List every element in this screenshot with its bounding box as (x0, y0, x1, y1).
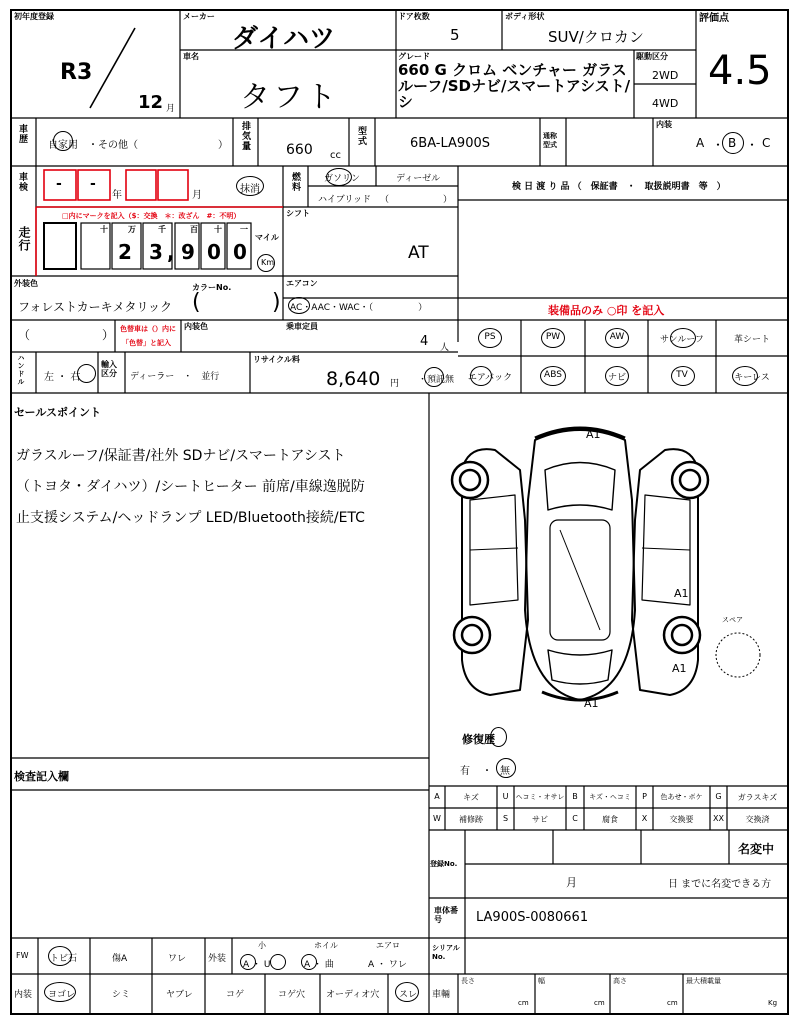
body-type-value: SUV/クロカン (548, 28, 644, 46)
interior-damage-label: 内装 (14, 990, 33, 1000)
mileage-unit-5: 十 (214, 225, 222, 234)
model-label: 型式 (356, 126, 366, 146)
history-label: 車歴 (17, 124, 27, 144)
interior-scuff-circle (395, 982, 419, 1002)
vehicle-size-label: 車輛 (432, 990, 451, 1000)
fuel-gasoline: ガソリン (324, 174, 361, 184)
fuel-other-paren: （ ） (380, 195, 453, 205)
displacement-label: 排気量 (240, 121, 250, 151)
inspection-year-unit: 年 (112, 190, 122, 201)
equip-keyless: キーレス (734, 373, 770, 383)
grade-value: 660 G クロム ベンチャー ガラスルーフ/SDナビ/スマートアシスト/シ (398, 61, 631, 111)
mileage-note: □内にマークを記入（$：交換 ＊：改ざん #：不明） (62, 212, 241, 220)
repair-yes: 有 (460, 766, 470, 777)
code-a: A (434, 792, 440, 801)
code-c: C (572, 814, 578, 823)
code-u: U (502, 792, 509, 801)
equip-pw: PW (545, 332, 561, 342)
damage-mark-front: A1 (586, 428, 601, 441)
equip-sunroof: サンルーフ (660, 335, 704, 345)
crack: ワレ (168, 954, 187, 964)
interior-audio-hole: オーディオ穴 (326, 990, 380, 1000)
history-value: 自家用 ・その他（ ） (48, 140, 228, 151)
exterior-color-label: 外装色 (14, 279, 38, 288)
color-change-note-2: 「色替」と記入 (122, 339, 171, 347)
mileage-comma: , (167, 240, 175, 264)
code-w-desc: 補修跡 (459, 815, 483, 824)
equip-ps: PS (484, 332, 496, 342)
scratch-a: 傷A (112, 954, 128, 964)
recycle-deposit: ・預託無 (418, 375, 455, 385)
fuel-hybrid: ハイブリッド (318, 195, 372, 205)
inspection-dash-1: - (56, 176, 62, 192)
name-change-label: 名変中 (738, 842, 775, 856)
serial-label: シリアルNo. (432, 944, 460, 961)
score-label: 評価点 (699, 13, 729, 24)
color-number-close-paren: ) (272, 290, 281, 315)
model-value: 6BA-LA900S (410, 136, 490, 151)
code-b: B (572, 792, 578, 801)
recycle-yen: 円 (390, 379, 400, 389)
displacement-value: 660 (286, 142, 313, 158)
doors-label: ドア枚数 (398, 12, 430, 21)
mileage-mile: マイル (255, 233, 279, 242)
spare-label: スペア (722, 616, 743, 624)
code-xx: XX (713, 814, 724, 823)
mileage-label: 走行 (17, 226, 31, 252)
maker-value: ダイハツ (232, 24, 335, 54)
length-label: 長さ (461, 977, 475, 985)
aircon-value: AC・AAC・WAC・（ ） (290, 303, 428, 313)
body-type-label: ボディ形状 (505, 12, 545, 21)
aero-options: A ・ ワレ (368, 960, 407, 970)
mileage-unit-4: 百 (190, 225, 198, 234)
equipment-title: 装備品のみ ○印 を記入 (548, 304, 665, 317)
color-number-open-paren: ( (192, 290, 201, 315)
equip-aw: AW (609, 332, 625, 342)
color-change-paren: （ ） (18, 328, 115, 342)
small-options: A ・ U (243, 960, 271, 970)
equip-leather-seat: 革シート (733, 335, 770, 345)
code-x-desc: 交換要 (669, 815, 694, 824)
interior-burn-hole: コゲ穴 (278, 990, 306, 1000)
code-p-desc: 色あせ・ボケ (660, 793, 703, 801)
interior-scuff: スレ (399, 990, 418, 1000)
exterior-color-value: フォレストカーキメタリック (18, 300, 172, 314)
equip-abs: ABS (544, 370, 562, 380)
stone-chip: トビ石 (50, 954, 78, 964)
score-value: 4.5 (708, 48, 772, 94)
color-change-note-1: 色替車は（）内に (120, 325, 176, 333)
aircon-label: エアコン (286, 279, 318, 288)
doors-value: 5 (450, 26, 460, 44)
recycle-value: 8,640 (326, 368, 381, 390)
repair-no: 無 (500, 766, 510, 777)
aero-label: エアロ (376, 941, 400, 950)
shift-value: AT (408, 243, 429, 263)
mileage-unit-3: 千 (158, 225, 166, 234)
drive-2wd: 2WD (652, 69, 679, 82)
common-model-label: 通称型式 (543, 132, 557, 149)
code-x: X (641, 814, 648, 823)
damage-mark-rear: A1 (584, 697, 599, 710)
mileage-digit-4: 0 (207, 240, 221, 264)
inspection-label: 車検 (17, 172, 27, 192)
sales-point-title: セールスポイント (14, 406, 102, 419)
repair-sep: ・ (482, 766, 492, 777)
chassis-number: LA900S-0080661 (476, 910, 589, 925)
handle-value: 左 ・ 右 (44, 372, 81, 383)
interior-grade-c: C (762, 136, 771, 150)
code-s: S (502, 814, 509, 823)
code-xx-desc: 交換済 (745, 815, 770, 824)
length-unit: cm (518, 999, 529, 1007)
maker-label: メーカー (183, 12, 215, 21)
equip-airbag: エアバック (467, 373, 513, 383)
handle-label: ハンドル (17, 354, 25, 386)
wheel-options: A ・ 曲 (304, 960, 334, 970)
interior-color-label: 内装色 (184, 322, 208, 331)
interior-dirt: ヨゴレ (48, 990, 76, 1000)
import-value: ディーラー ・ 並行 (130, 372, 220, 382)
car-name-value: タフト (240, 80, 339, 115)
fw-label: FW (16, 951, 29, 960)
height-label: 高さ (613, 977, 627, 985)
displacement-unit: cc (330, 150, 341, 161)
height-unit: cm (667, 999, 678, 1007)
interior-label: 内装 (656, 120, 672, 129)
inspection-none: 抹消 (240, 184, 260, 195)
mileage-digit-5: 0 (233, 240, 247, 264)
shift-label: シフト (286, 209, 310, 218)
code-g: G (715, 792, 722, 801)
mileage-km: Km (261, 258, 275, 267)
damage-mark-right-rear: A1 (672, 662, 687, 675)
damage-mark-right-side: A1 (674, 587, 689, 600)
width-unit: cm (594, 999, 605, 1007)
interior-grade-b: B (728, 136, 737, 150)
wheel-label: ホイル (314, 941, 338, 950)
max-load-unit: Kg (768, 999, 778, 1007)
month-unit: 月 (166, 104, 176, 114)
drive-4wd: 4WD (652, 97, 679, 110)
code-u-desc: ヘコミ・オサレ (515, 793, 565, 801)
registration-label: 登録No. (430, 860, 458, 868)
interior-sep-1: ・ (712, 138, 725, 152)
code-b-desc: キズ・ヘコミ (589, 793, 631, 801)
mileage-unit-6: 一 (240, 225, 248, 234)
fuel-label: 燃料 (290, 172, 300, 192)
capacity-label: 乗車定員 (286, 322, 318, 331)
small-label: 小 (258, 941, 266, 950)
sales-point-line-2: （トヨタ・ダイハツ）/シートヒーター 前席/車線逸脱防 (16, 479, 365, 495)
sales-point-line-1: ガラスルーフ/保証書/社外 SDナビ/スマートアシスト (16, 448, 346, 464)
first-registration-month: 12 (138, 92, 164, 113)
width-label: 幅 (538, 977, 545, 985)
car-name-label: 車名 (183, 52, 199, 61)
equip-navi: ナビ (607, 373, 626, 383)
repair-history-title: 修復歴 (462, 733, 495, 746)
grade-label: グレード (398, 52, 430, 61)
interior-sep-2: ・ (746, 138, 759, 152)
interior-stain: シミ (112, 990, 131, 1000)
documents-label: 検 日 渡 り 品 （ 保証書 ・ 取扱説明書 等 ） (512, 182, 726, 192)
code-a-desc: キズ (463, 793, 479, 802)
small-a-circle (240, 954, 256, 970)
wheel-a-circle (301, 954, 317, 970)
chassis-label: 車体番号 (434, 906, 458, 924)
sales-point-line-3: 止支援システム/ヘッドランプ LED/Bluetooth接続/ETC (16, 510, 365, 526)
code-c-desc: 腐食 (602, 815, 618, 824)
code-p: P (642, 792, 647, 801)
inspection-dash-2: - (90, 176, 96, 192)
mileage-digit-1: 2 (118, 240, 132, 264)
recycle-label: リサイクル料 (253, 355, 300, 364)
registration-deadline: 日 までに名変できる方 (668, 879, 772, 890)
color-number-label: カラーNo. (192, 283, 232, 292)
registration-month: 月 (566, 876, 577, 889)
import-label: 輸入区分 (101, 360, 117, 378)
fuel-diesel: ディーゼル (396, 174, 441, 184)
max-load-label: 最大積載量 (686, 977, 721, 985)
mileage-unit-2: 万 (128, 225, 136, 234)
capacity-value: 4 (420, 334, 429, 349)
interior-dirt-circle (44, 982, 76, 1002)
capacity-unit: 人 (440, 343, 450, 353)
stone-chip-circle (48, 946, 72, 966)
interior-burn: コゲ (226, 990, 245, 1000)
code-w: W (433, 814, 441, 823)
mileage-digit-3: 9 (181, 240, 195, 264)
mileage-unit-1: 十 (100, 225, 108, 234)
interior-tear: ヤブレ (166, 990, 193, 1000)
first-registration-year: R3 (60, 60, 93, 85)
drive-label: 駆動区分 (636, 52, 668, 61)
code-s-desc: サビ (532, 815, 548, 824)
inspection-month-unit: 月 (192, 190, 202, 201)
first-registration-label: 初年度登録 (14, 12, 54, 21)
small-u-circle (270, 954, 286, 970)
interior-grade-a: A (696, 136, 705, 150)
equip-tv: TV (676, 370, 688, 380)
code-g-desc: ガラスキズ (737, 793, 778, 802)
mileage-digit-2: 3 (149, 240, 163, 264)
repair-title-circle (490, 727, 507, 747)
repair-no-circle (496, 758, 516, 778)
exterior-label: 外装 (208, 954, 227, 964)
inspection-notes-title: 検査記入欄 (14, 770, 69, 783)
